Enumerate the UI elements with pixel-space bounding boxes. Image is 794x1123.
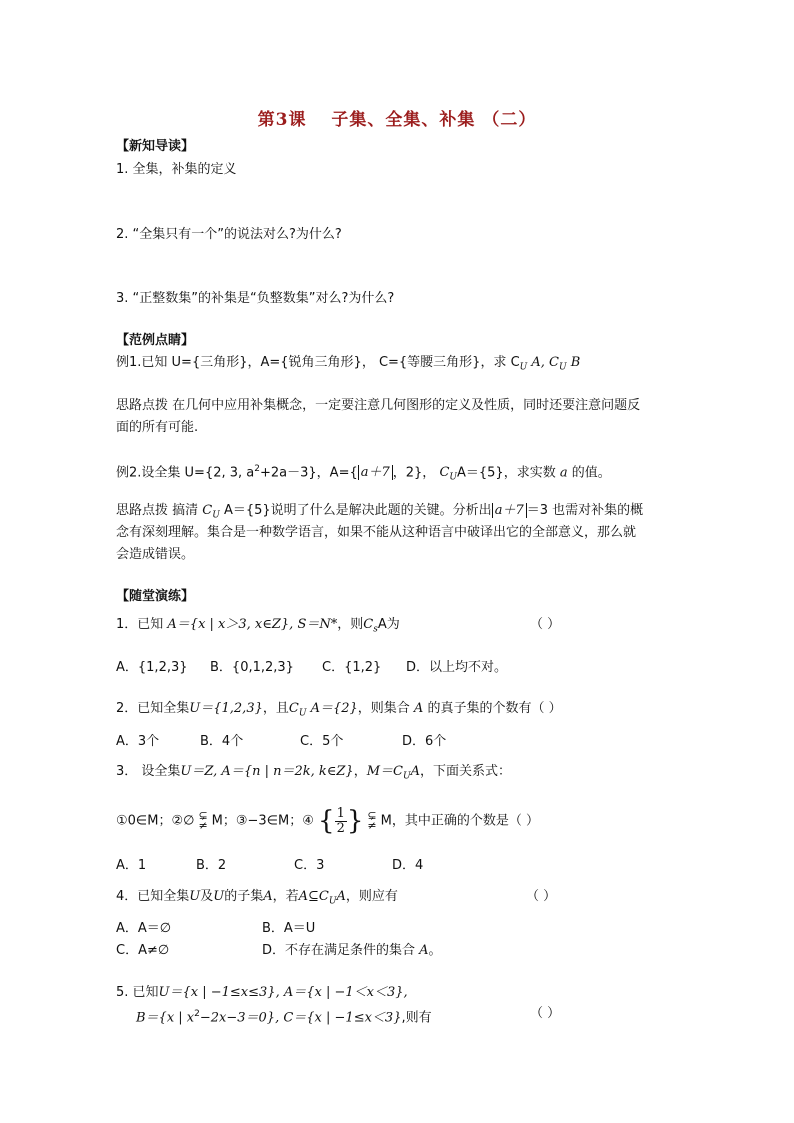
practice-2-option-a: A．3个	[116, 734, 160, 749]
example-2-part: 的值。	[571, 465, 611, 481]
abs-expression: a＋7	[358, 465, 393, 480]
practice-2: 2．已知全集U＝{1,2,3}，且$C_U$ A＝{2}，则集合 A 的真子集的个数有（ ）	[116, 701, 562, 719]
tip-1-line2: 面的所有可能.	[116, 420, 199, 435]
practice-3: 3． 设全集U＝Z, A＝{n | n＝2k, k∈Z}，$M=C_UA$，下面关系式：	[116, 764, 511, 782]
answer-paren: （ ）	[526, 889, 557, 904]
practice-5-math: U＝{x | −1≤x≤3}, A＝{x | −1＜x＜3},	[158, 985, 408, 1000]
practice-3-option-c: C．3	[294, 858, 325, 873]
practice-5-math: −2x−3＝0}, C＝{x | −1≤x＜3}	[199, 1010, 402, 1026]
tip-2-line2: 念有深刻理解。集合是一种数学语言，如果不能从这种语言中破译出它的全部意义，那么就	[116, 525, 637, 540]
practice-5-math: B＝{x | x	[136, 1010, 195, 1026]
tip-2-line3: 会造成错误。	[116, 547, 195, 562]
practice-1: 1．已知 A＝{x | x＞3, x∈Z}, S＝N*，则$C_sA$为	[116, 617, 400, 635]
fraction-one-half: $\frac{1}{2}$	[336, 805, 345, 836]
practice-4-option-d: D．不存在满足条件的集合 A。	[262, 943, 442, 958]
practice-2-option-c: C．5个	[300, 734, 344, 749]
example-1-math2: B	[570, 355, 581, 370]
example-1-math: A, C	[531, 355, 560, 370]
intro-q3: 3. “正整数集”的补集是“负整数集”对么?为什么?	[116, 291, 395, 306]
tip-2-part: ＝3 也需对补集的概	[526, 503, 644, 518]
practice-2-math: U＝{1,2,3}	[189, 701, 263, 716]
example-2-part: 例2.设全集 U={2, 3, a	[116, 465, 255, 481]
practice-1-option-d: D．以上均不对。	[406, 660, 508, 675]
intro-q2: 2. “全集只有一个”的说法对么?为什么?	[116, 227, 342, 242]
practice-3-option-d: D．4	[392, 858, 424, 873]
practice-1-text: 1．已知	[116, 617, 164, 632]
answer-paren: （ ）	[530, 1006, 561, 1021]
practice-1-math: A＝{x | x＞3, x∈Z}, S＝N*	[167, 617, 338, 632]
example-2-part: +2a－3}，A={	[260, 465, 358, 481]
practice-5-line2: B＝{x | $x^2-2x-3=0$}, C＝{x | −1≤x＜3},则有	[136, 1009, 432, 1026]
practice-1-option-c: C．{1,2}	[322, 660, 382, 675]
practice-4-option-d-text: D．不存在满足条件的集合	[262, 943, 416, 958]
practice-3-option-b: B．2	[196, 858, 227, 873]
tip-2-part: A＝{5}说明了什么是解决此题的关键。分析出	[223, 503, 492, 518]
practice-3-text: ，下面关系式：	[419, 764, 511, 779]
proper-subset-symbol: ⊊ ≠	[367, 809, 377, 832]
abs-expression: a＋7	[492, 503, 527, 518]
practice-4: 4．已知全集U及U的子集A，若$A⊆C_UA$，则应有	[116, 889, 398, 907]
proper-subset-symbol: ⊊ ≠	[198, 809, 208, 832]
practice-3-rel: M；③−3∈M；④	[211, 813, 314, 829]
answer-paren: （ ）	[530, 617, 561, 632]
practice-3-text: ，	[353, 764, 367, 779]
practice-2-option-d: D．6个	[402, 734, 447, 749]
tip-2-part: 思路点拨 搞清	[116, 503, 199, 518]
practice-2-option-b: B．4个	[200, 734, 244, 749]
tip-2-line1: 思路点拨 搞清 $C_U$ A＝{5}说明了什么是解决此题的关键。分析出 a＋7 ＝3 也需对补集的概	[116, 503, 644, 521]
tip-1-line1: 思路点拨 在几何中应用补集概念，一定要注意几何图形的定义及性质，同时还要注意问题反	[116, 398, 641, 413]
practice-2-text: ，且	[262, 701, 289, 716]
practice-2-text: 的真子集的个数有（ ）	[427, 701, 562, 716]
intro-q1: 1. 全集，补集的定义	[116, 162, 237, 177]
practice-3-rel: ①0∈M；②∅	[116, 813, 195, 829]
practice-2-math: A＝{2}	[310, 701, 358, 716]
example-1: 例1.已知 U={三角形}，A={锐角三角形}， C={等腰三角形}，求 $C_U$ A, $C_U$ B	[116, 355, 581, 373]
example-2: 例2.设全集 U={2, 3, $a^2+2a-3$}，A={ a＋7 ，2}， $C_UA=\{5\}$，求实数 a 的值。	[116, 464, 611, 483]
practice-4-option-b: B．A＝U	[262, 921, 316, 936]
lesson-title: 第3课 子集、全集、补集 （二）	[257, 110, 537, 130]
practice-4-option-a: A．A＝∅	[116, 921, 172, 936]
practice-4-text: 4．已知全集	[116, 889, 190, 904]
example-1-text: 例1.已知 U={三角形}，A={锐角三角形}， C={等腰三角形}，求 C	[116, 355, 520, 370]
practice-2-text: 2．已知全集	[116, 701, 190, 716]
section-intro-heading: 【新知导读】	[116, 139, 195, 154]
practice-3-math: M＝C	[366, 764, 403, 779]
practice-5-text: 5. 已知	[116, 985, 159, 1000]
practice-3-option-a: A．1	[116, 858, 147, 873]
practice-3-rel: M，其中正确的个数是（ ）	[380, 813, 539, 829]
practice-4-text: 及	[200, 889, 214, 904]
practice-3-relations: ①0∈M；②∅ ⊊ ≠ M；③−3∈M；④ { $\frac{1}{2}$ } ⊊ ≠ M，其中正确的个数是（ ）	[116, 805, 539, 836]
example-2-part: ，2}，	[392, 465, 436, 481]
example-2-part: A＝{5}，求实数	[457, 465, 556, 481]
practice-3-text: 3． 设全集	[116, 764, 181, 779]
practice-5	[116, 984, 408, 1002]
practice-1-option-a: A．{1,2,3}	[116, 660, 188, 675]
practice-1-text: A为	[377, 617, 400, 632]
practice-4-text: 的子集	[224, 889, 264, 904]
practice-4-option-c: C．A≠∅	[116, 943, 170, 958]
practice-4-text: ，若	[272, 889, 299, 904]
practice-3-math: U＝Z, A＝{n | n＝2k, k∈Z}	[180, 764, 354, 779]
section-examples-heading: 【范例点睛】	[116, 333, 195, 348]
practice-4-text: ，则应有	[345, 889, 398, 904]
practice-1-option-b: B．{0,1,2,3}	[210, 660, 294, 675]
practice-2-text: ，则集合	[357, 701, 410, 716]
practice-5-text: ,则有	[401, 1010, 432, 1026]
section-practice-heading: 【随堂演练】	[116, 589, 195, 604]
practice-1-text: ，则	[337, 617, 364, 632]
